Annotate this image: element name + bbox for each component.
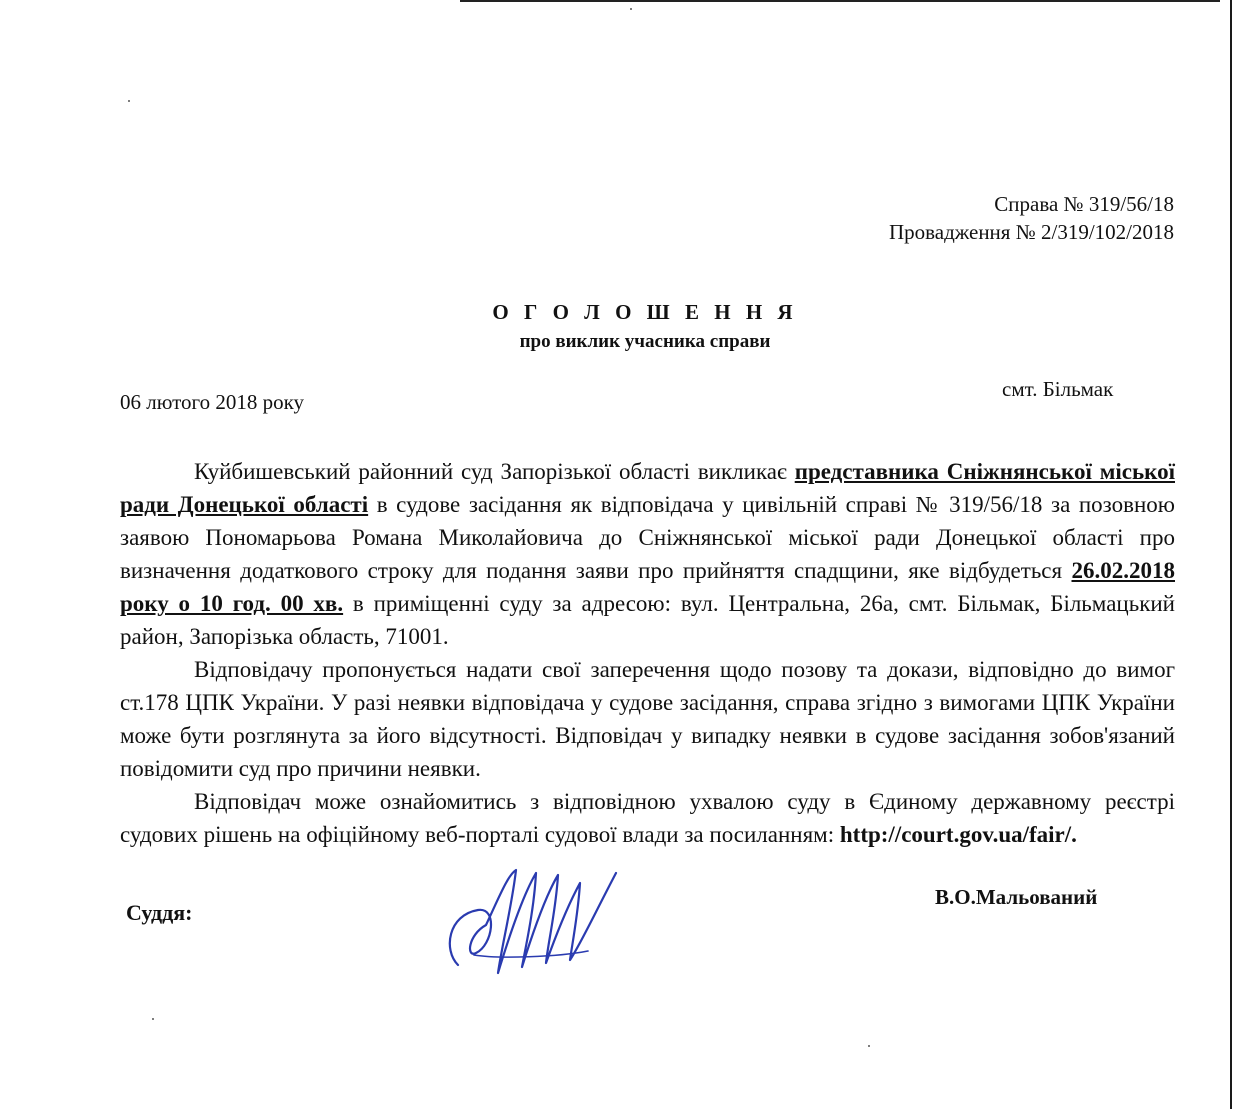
paragraph-summons xyxy=(120,455,1175,653)
judge-name: В.О.Мальований xyxy=(935,885,1098,909)
case-number-block xyxy=(889,190,1174,246)
registry-text: Відповідач може ознайомитись з відповідною ухвалою суду в Єдиному державному реєстрі судових рішень на офіційному веб-порталі судової влади за посиланням: xyxy=(120,789,1175,847)
paragraph-defendant-rights: Відповідачу пропонується надати свої заперечення щодо позову та докази, відповідно до вимог ст.178 ЦПК України. У разі неявки відповідача у судове засідання, справа згідно з вимогами ЦПК України може бути розглянута за його відсутності. Відповідач у випадку неявки в судове засідання зобов'язаний повідомити суд про причини неявки. xyxy=(120,657,1175,781)
hearing-address: в приміщенні суду за адресою: вул. Центральна, 26а, смт. Більмак, Більмацький район, Запорізька область, 71001. xyxy=(120,591,1175,649)
scan-edge-top xyxy=(460,0,1220,2)
judge-label: Суддя: xyxy=(126,900,193,925)
scan-speck xyxy=(152,1018,154,1020)
proceeding-number: Провадження № 2/319/102/2018 xyxy=(888,220,1174,244)
document-body xyxy=(120,455,1175,851)
document-title: О Г О Л О Ш Е Н Н Я xyxy=(492,300,798,324)
document-subtitle: про виклик учасника справи xyxy=(519,331,771,352)
hearing-datetime: 26.02.2018 року о 10 год. 00 хв. xyxy=(120,558,1175,616)
scan-edge-right xyxy=(1230,0,1232,1109)
document-place: смт. Більмак xyxy=(1002,377,1114,401)
scan-speck xyxy=(868,1045,870,1047)
registry-link[interactable]: http://court.gov.ua/fair/. xyxy=(839,822,1077,847)
summons-intro: Куйбишевський районний суд Запорізької області викликає xyxy=(194,459,795,484)
judge-signature xyxy=(438,855,638,985)
summons-details: в судове засідання як відповідача у цивільній справі № 319/56/18 за позовною заявою Пономарьова Романа Миколайовича до Сніжнянської міської ради Донецької області про визначення додаткового строку для подання заяви про прийняття спадщини, яке відбудеться xyxy=(120,492,1175,583)
paragraph-registry xyxy=(120,785,1175,851)
summoned-party: представника Сніжнянської міської ради Донецької області xyxy=(120,459,1175,517)
scan-speck xyxy=(128,100,130,102)
document-date: 06 лютого 2018 року xyxy=(120,390,305,414)
case-number: Справа № 319/56/18 xyxy=(994,192,1174,216)
scan-speck xyxy=(630,8,632,10)
